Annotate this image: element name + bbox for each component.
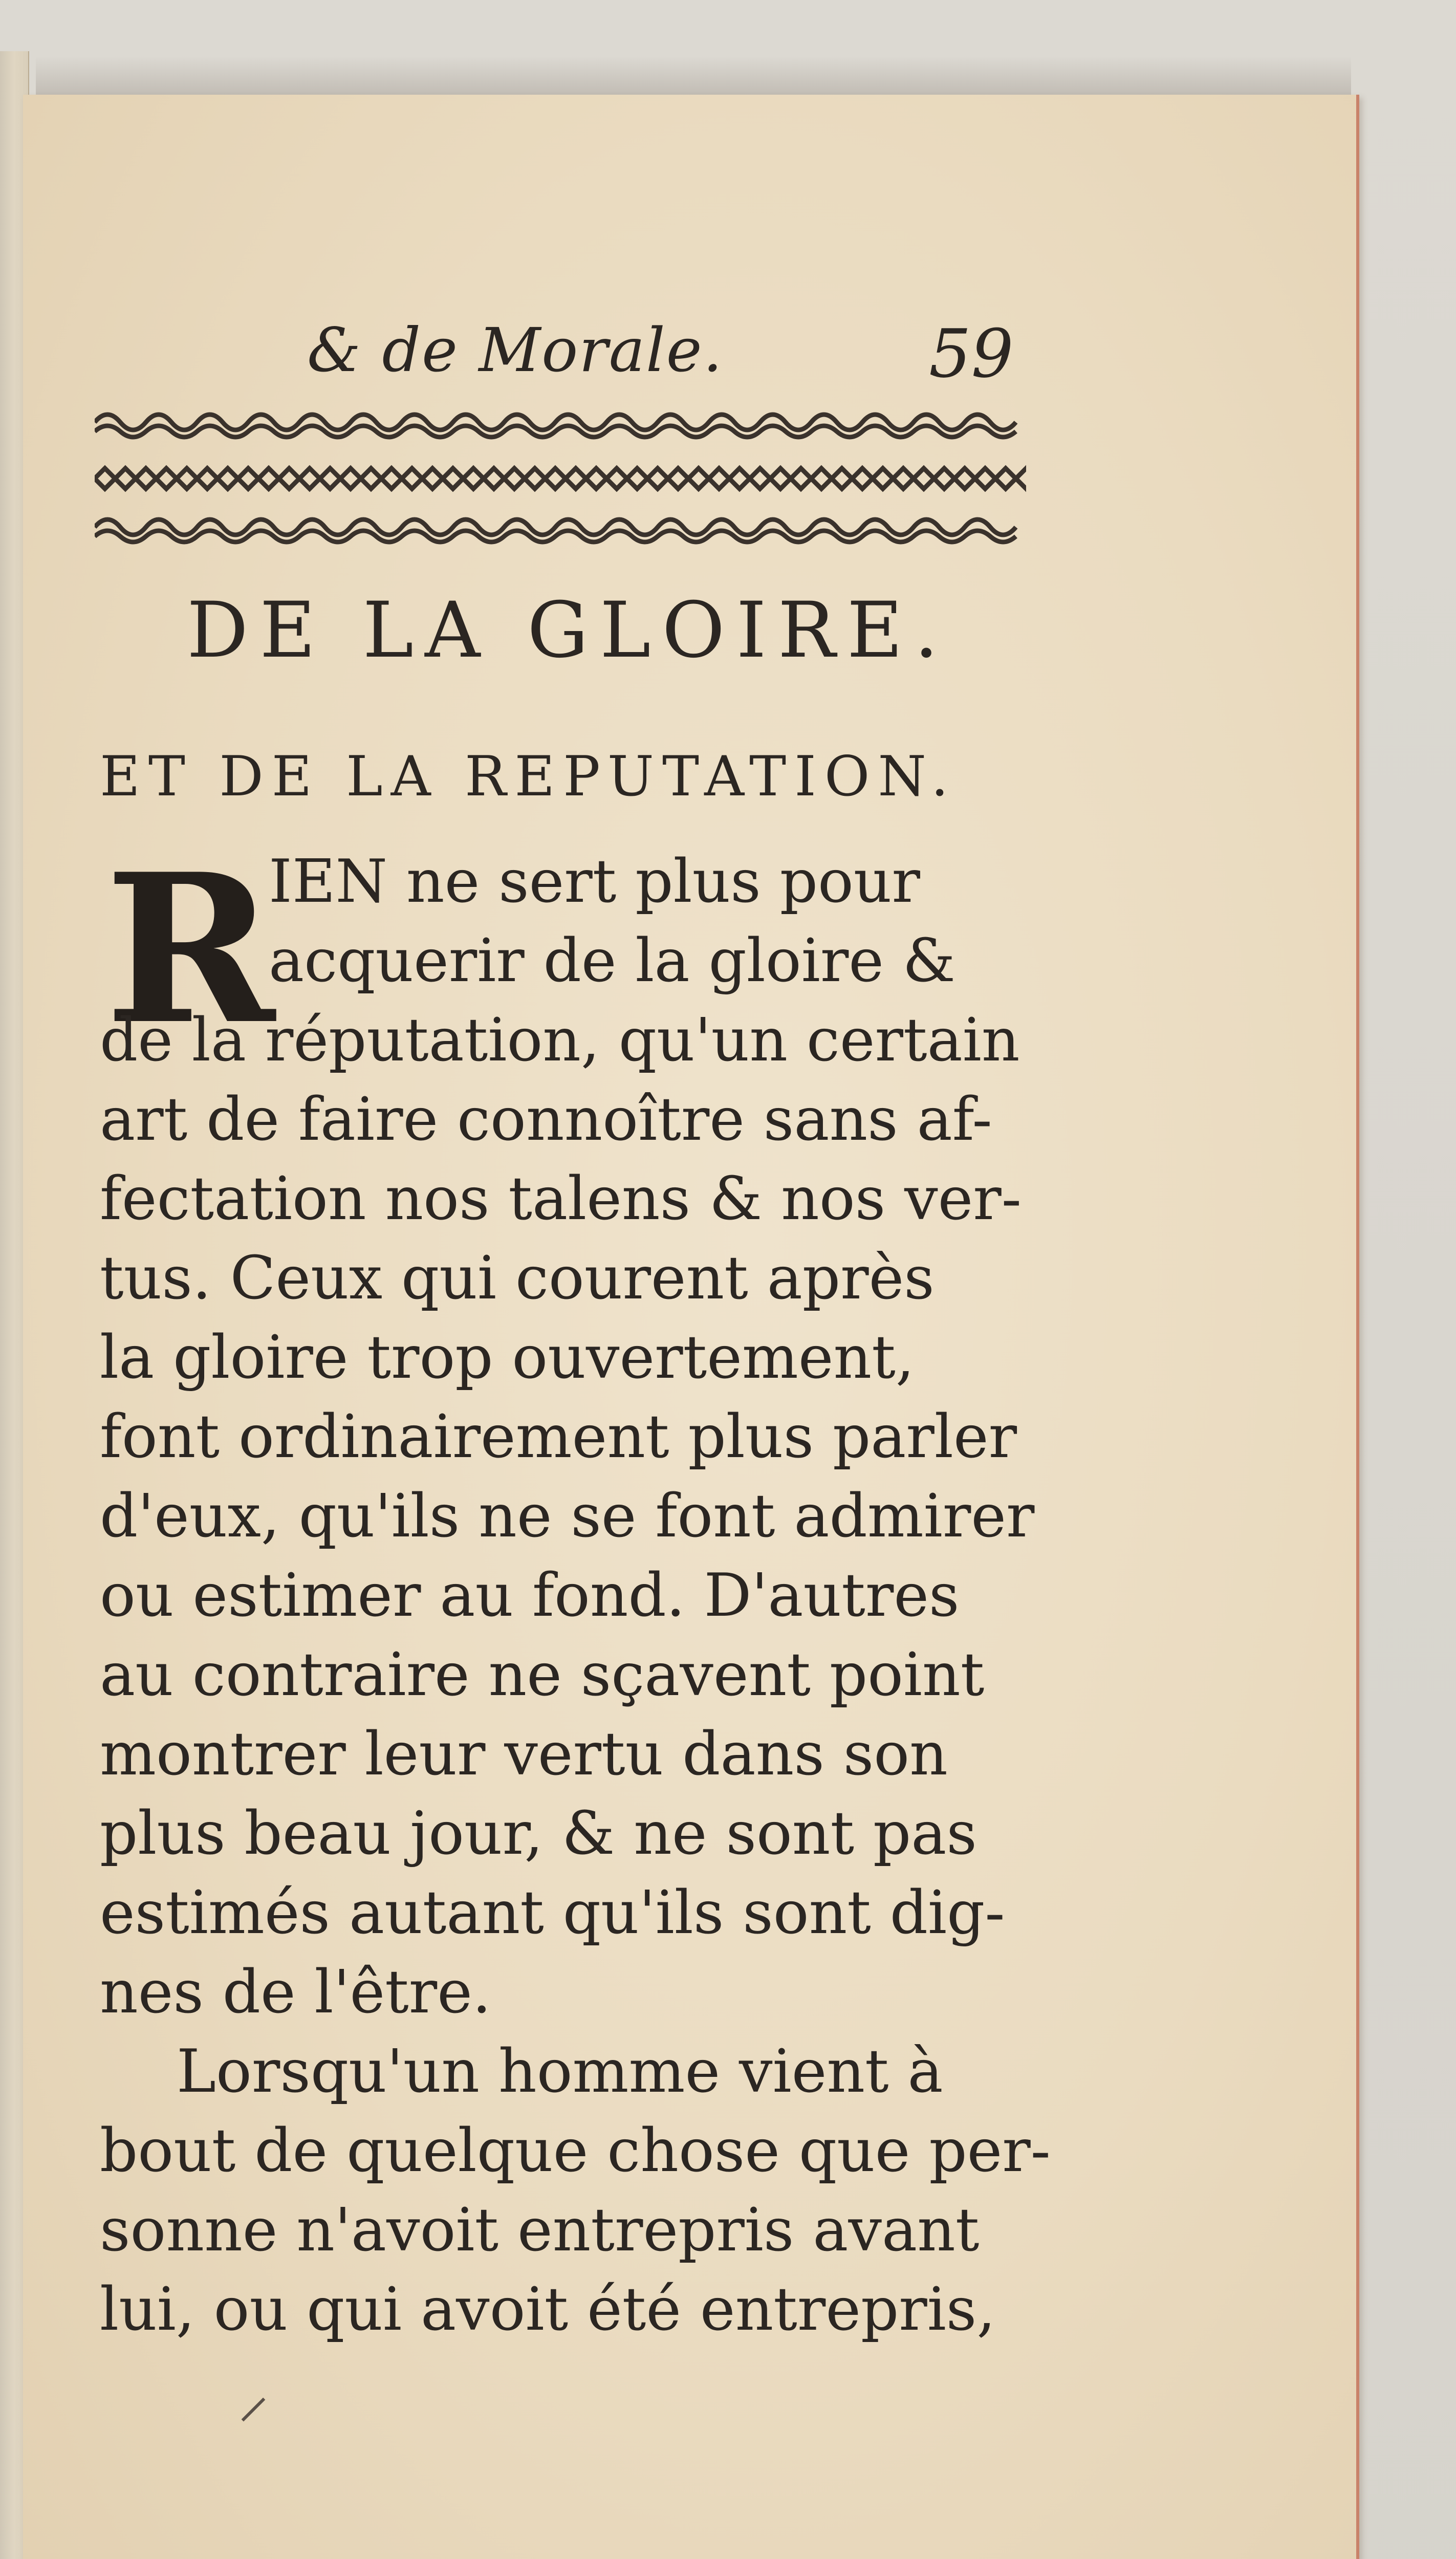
text-line: ou estimer au fond. D'autres xyxy=(100,1561,960,1630)
text-line: sonne n'avoit entrepris avant xyxy=(100,2196,980,2265)
ornament-row-middle xyxy=(95,468,1026,489)
text-line: au contraire ne sçavent point xyxy=(100,1640,985,1709)
text-line: d'eux, qu'ils ne se font admirer xyxy=(100,1482,1035,1551)
text-line: tus. Ceux qui courent après xyxy=(100,1244,935,1313)
ornament-row-bottom xyxy=(95,519,1016,542)
text-line: estimés autant qu'ils sont dig- xyxy=(100,1878,1005,1947)
text-line: font ordinairement plus parler xyxy=(100,1402,1017,1471)
text-line: fectation nos talens & nos ver- xyxy=(100,1164,1022,1233)
page-number: 59 xyxy=(929,315,1014,393)
book-page xyxy=(23,95,1359,2559)
text-line: art de faire connoître sans af- xyxy=(100,1085,992,1154)
text-line: IEN ne sert plus pour xyxy=(269,847,920,916)
drop-cap: R xyxy=(105,829,275,1070)
text-line: plus beau jour, & ne sont pas xyxy=(100,1799,977,1868)
text-line: de la réputation, qu'un certain xyxy=(100,1006,1020,1075)
running-head: & de Morale. xyxy=(307,315,724,385)
ornament-row-top xyxy=(95,415,1016,437)
text-line: bout de quelque chose que per- xyxy=(100,2116,1051,2185)
text-line: lui, ou qui avoit été entrepris, xyxy=(100,2275,996,2344)
page-top-shadow xyxy=(36,56,1351,97)
text-line: montrer leur vertu dans son xyxy=(100,1720,948,1789)
stray-pen-mark xyxy=(242,2398,266,2422)
printers-ornament xyxy=(95,402,1026,555)
text-line: nes de l'être. xyxy=(100,1958,491,2027)
text-line: Lorsqu'un homme vient à xyxy=(177,2037,943,2106)
chapter-title: DE LA GLOIRE. xyxy=(187,586,950,675)
chapter-subtitle: ET DE LA REPUTATION. xyxy=(100,745,957,809)
text-line: la gloire trop ouvertement, xyxy=(100,1323,915,1392)
text-line: acquerir de la gloire & xyxy=(269,926,956,995)
